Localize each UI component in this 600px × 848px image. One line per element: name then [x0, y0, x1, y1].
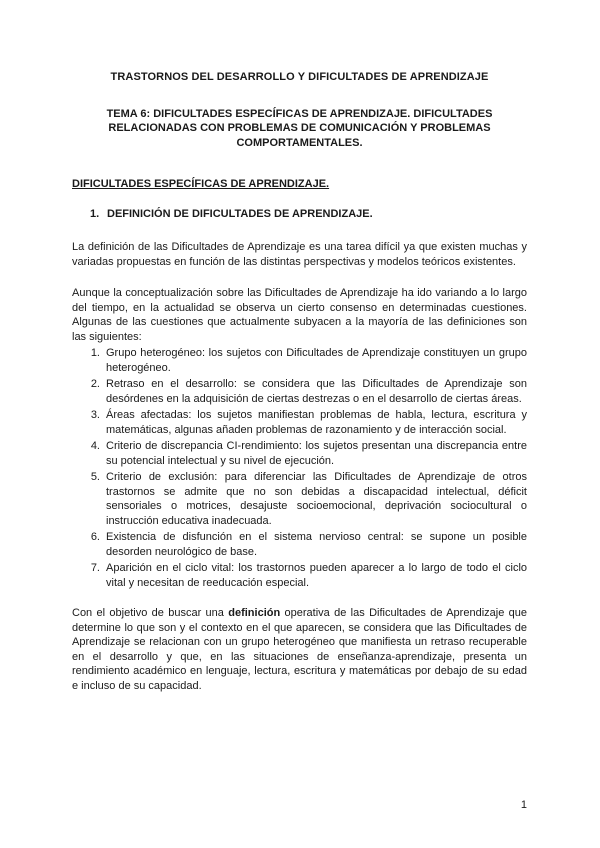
list-item	[72, 377, 527, 406]
list-item	[72, 561, 527, 590]
list-item-text: Criterio de exclusión: para diferenciar las Dificultades de Aprendizaje de otros trastornos se admite que no son debidas a discapacidad intelectual, déficit sensoriales o motrices, desajuste socioemocional, deprivación sociocultural o instrucción educativa inadecuada.	[106, 471, 527, 527]
heading-number: 1.	[90, 207, 100, 220]
list-item-number: 2.	[90, 378, 100, 390]
list-item-number: 3.	[90, 409, 100, 421]
list-item-text: Existencia de disfunción en el sistema nervioso central: se supone un posible desorden neurológico de base.	[106, 531, 527, 558]
section-heading: DIFICULTADES ESPECÍFICAS DE APRENDIZAJE.	[72, 178, 330, 190]
list-item	[72, 530, 527, 559]
list-item-number: 1.	[90, 347, 100, 359]
definition-text-start: Con el objetivo de buscar una	[72, 607, 229, 619]
page-number: 1	[520, 799, 527, 811]
list-item-number: 6.	[90, 531, 100, 543]
list-item	[72, 346, 527, 375]
paragraph-consensus: Aunque la conceptualización sobre las Dificultades de Aprendizaje ha ido variando a lo largo del tiempo, en la actualidad se observa un cierto consenso en determinadas cuestiones. Algunas de las cuestiones que actualmente subyacen a la mayoría de las definiciones son las siguientes:	[72, 287, 527, 343]
document-title: TRASTORNOS DEL DESARROLLO Y DIFICULTADES DE APRENDIZAJE	[110, 71, 489, 83]
definition-bold-term: definición	[228, 607, 281, 619]
list-item-number: 5.	[90, 471, 100, 483]
paragraph-intro: La definición de las Dificultades de Aprendizaje es una tarea difícil ya que existen muchas y variadas propuestas en función de las distintas perspectivas y modelos teóricos existentes.	[72, 241, 527, 268]
definition-text-end: operativa de las Dificultades de Aprendizaje que determine lo que son y el contexto en el que aparecen, se considera que las Dificultades de Aprendizaje se relacionan con un grupo heterogéneo que manifiesta un retraso recuperable en el desarrollo y que, en las situaciones de enseñanza-aprendizaje, presenta un rendimiento académico en lenguaje, lectura, escritura y matemáticas por debajo de su edad e incluso de su capacidad.	[72, 607, 527, 692]
list-item	[72, 439, 527, 468]
list-item-number: 4.	[90, 440, 100, 452]
list-item	[72, 470, 527, 528]
page-content	[72, 70, 527, 693]
criteria-list	[72, 346, 527, 590]
heading-text: DEFINICIÓN DE DIFICULTADES DE APRENDIZAJE.	[107, 207, 373, 220]
list-item-text: Áreas afectadas: los sujetos manifiestan problemas de habla, lectura, escritura y matemáticas, algunas añaden problemas de razonamiento y de interacción social.	[106, 409, 527, 436]
list-item-text: Aparición en el ciclo vital: los trastornos pueden aparecer a lo largo de todo el ciclo vital y necesitan de reeducación especial.	[106, 562, 527, 589]
list-item-text: Grupo heterogéneo: los sujetos con Dificultades de Aprendizaje constituyen un grupo heterogéneo.	[106, 347, 527, 374]
topic-subtitle: TEMA 6: DIFICULTADES ESPECÍFICAS DE APRENDIZAJE. DIFICULTADES RELACIONADAS CON PROBLEMAS DE COMUNICACIÓN Y PROBLEMAS COMPORTAMENTALES.	[106, 107, 493, 149]
list-item	[72, 408, 527, 437]
list-item-text: Criterio de discrepancia CI-rendimiento: los sujetos presentan una discrepancia entre su potencial intelectual y su nivel de ejecución.	[106, 440, 527, 467]
list-item-number: 7.	[90, 562, 100, 574]
list-item-text: Retraso en el desarrollo: se considera que las Dificultades de Aprendizaje son desórdenes en la adquisición de ciertas destrezas o en el desarrollo de ciertas áreas.	[106, 378, 527, 405]
numbered-heading	[72, 207, 527, 222]
paragraph-definition	[72, 606, 527, 693]
